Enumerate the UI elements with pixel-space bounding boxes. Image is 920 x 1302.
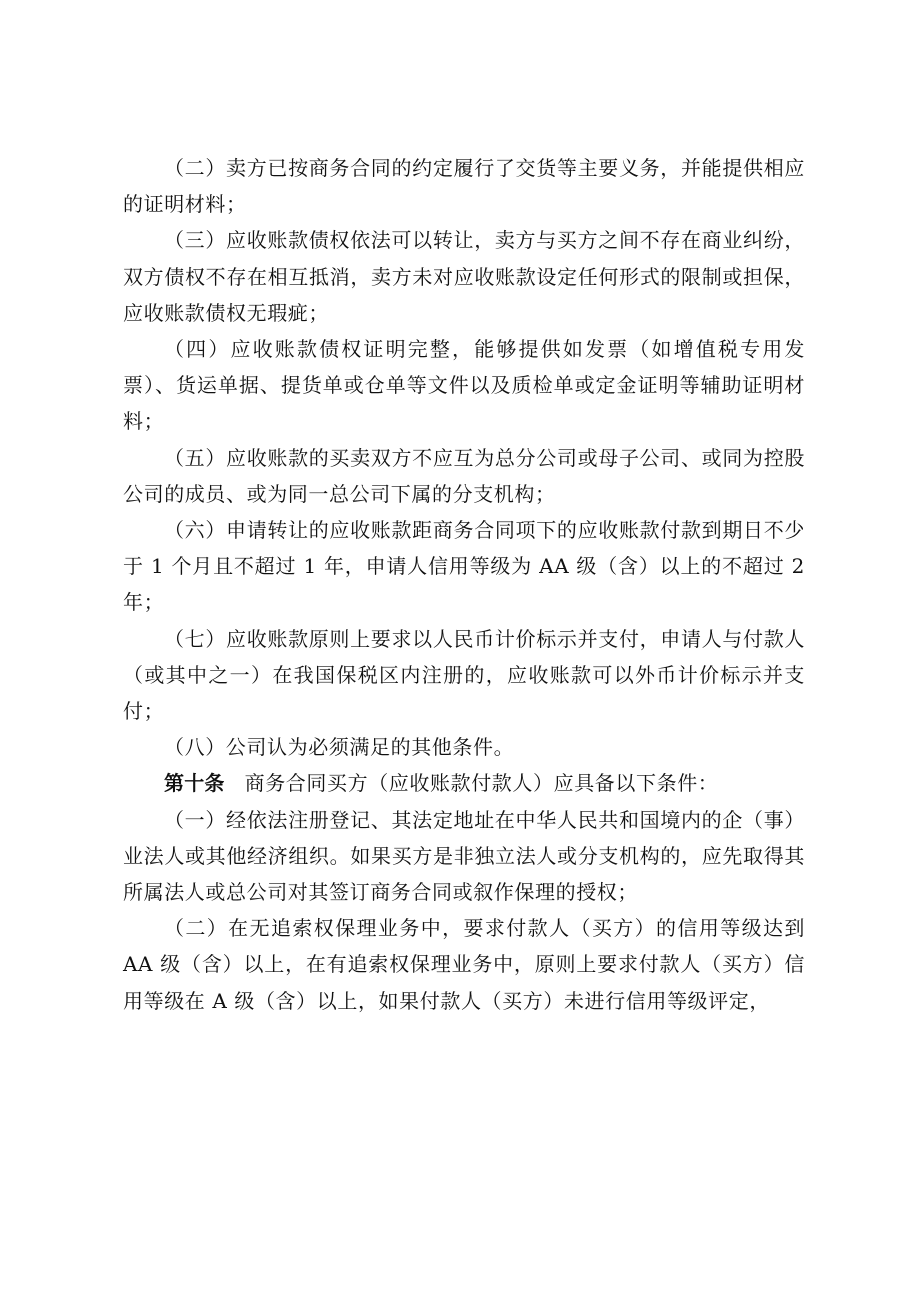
clause-3: （三）应收账款债权依法可以转让，卖方与买方之间不存在商业纠纷，双方债权不存在相互抵消，卖方未对应收账款设定任何形式的限制或担保，应收账款债权无瑕疵； xyxy=(123,228,805,325)
article-10-clause-2: （二）在无追索权保理业务中，要求付款人（买方）的信用等级达到 AA 级（含）以上，在有追索权保理业务中，原则上要求付款人（买方）信用等级在 A 级（含）以上，如果付款人（买方）未进行信用等级评定， xyxy=(123,916,805,1013)
clause-8: （八）公司认为必须满足的其他条件。 xyxy=(164,735,515,760)
article-10-clause-1: （一）经依法注册登记、其法定地址在中华人民共和国境内的企（事）业法人或其他经济组织。如果买方是非独立法人或分支机构的，应先取得其所属法人或总公司对其签订商务合同或叙作保理的授权； xyxy=(123,807,805,905)
clause-4: （四）应收账款债权证明完整，能够提供如发票（如增值税专用发票）、货运单据、提货单或仓单等文件以及质检单或定金证明等辅助证明材料； xyxy=(123,337,805,434)
clause-7: （七）应收账款原则上要求以人民币计价标示并支付，申请人与付款人（或其中之一）在我国保税区内注册的，应收账款可以外币计价标示并支付； xyxy=(123,626,805,724)
document-body xyxy=(123,150,805,1019)
clause-2: （二）卖方已按商务合同的约定履行了交货等主要义务，并能提供相应的证明材料； xyxy=(123,156,805,217)
clause-5: （五）应收账款的买卖双方不应互为总分公司或母子公司、或同为控股公司的成员、或为同一总公司下属的分支机构； xyxy=(123,445,805,506)
article-text: 商务合同买方（应收账款付款人）应具备以下条件： xyxy=(244,771,719,796)
clause-6: （六）申请转让的应收账款距商务合同项下的应收账款付款到期日不少于 1 个月且不超过 1 年，申请人信用等级为 AA 级（含）以上的不超过 2 年； xyxy=(123,518,805,615)
article-heading: 第十条 xyxy=(164,771,225,796)
article-10 xyxy=(123,765,805,801)
